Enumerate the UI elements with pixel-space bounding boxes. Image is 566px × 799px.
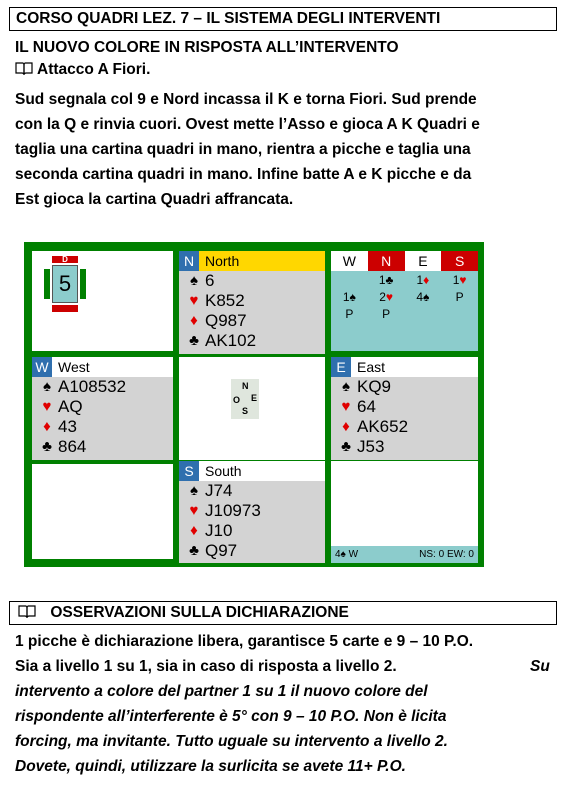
bid-cell: P bbox=[382, 306, 391, 321]
obs-line: 1 picche è dichiarazione libera, garantisce 5 carte e 9 – 10 P.O. bbox=[15, 633, 474, 650]
lead-label: Attacco A Fiori. bbox=[37, 61, 151, 78]
play-line: Sud segnala col 9 e Nord incassa il K e torna Fiori. Sud prende bbox=[15, 91, 477, 108]
obs-line-italic: forcing, ma invitante. Tutto uguale su intervento a livello 2. bbox=[15, 733, 448, 750]
dealer-label: D bbox=[52, 256, 78, 263]
hand-name-south: South bbox=[205, 463, 242, 479]
observations-title: OSSERVAZIONI SULLA DICHIARAZIONE bbox=[50, 604, 349, 621]
club-icon: ♣ bbox=[189, 332, 199, 349]
seat-badge-south: S bbox=[179, 461, 199, 481]
club-icon: ♣ bbox=[42, 438, 52, 455]
heart-icon: ♥ bbox=[341, 398, 351, 415]
hand-name-east: East bbox=[357, 359, 386, 375]
bid-row bbox=[331, 305, 478, 322]
board-number: 5 bbox=[52, 265, 78, 303]
diamond-icon: ♦ bbox=[342, 418, 350, 435]
heart-icon: ♥ bbox=[189, 292, 199, 309]
score-result: NS: 0 EW: 0 bbox=[419, 549, 474, 560]
north-clubs: AK102 bbox=[205, 331, 257, 350]
score-box bbox=[331, 461, 478, 563]
hand-east bbox=[331, 357, 478, 460]
hand-north bbox=[179, 251, 325, 354]
hand-south bbox=[179, 461, 325, 563]
east-spades: KQ9 bbox=[357, 377, 392, 396]
observations-heading bbox=[9, 601, 557, 625]
obs-line-italic: intervento a colore del partner 1 su 1 il nuovo colore del bbox=[15, 683, 428, 700]
book-icon bbox=[18, 604, 36, 618]
play-line: con la Q e rinvia cuori. Ovest mette l’Asso e gioca A K Quadri e bbox=[15, 116, 480, 133]
deal-diagram bbox=[24, 242, 484, 567]
hand-name-north: North bbox=[205, 253, 240, 269]
bid-cell: 4♠ bbox=[416, 289, 430, 304]
obs-line-italic: Dovete, quindi, utilizzare la surlicita se avete 11+ P.O. bbox=[15, 758, 406, 775]
compass-s: S bbox=[242, 406, 249, 416]
bid-row bbox=[331, 271, 478, 288]
compass-e: E bbox=[251, 393, 258, 403]
obs-line-italic: rispondente all’interferente è 5° con 9 – 10 P.O. Non è licita bbox=[15, 708, 447, 725]
lead-line bbox=[15, 59, 150, 80]
bid-cell bbox=[405, 305, 442, 322]
bid-cell: 2 ♥ bbox=[379, 289, 394, 304]
east-hearts: 64 bbox=[357, 397, 376, 416]
play-line: taglia una cartina quadri in mano, rientra a picche e taglia una bbox=[15, 141, 471, 158]
spade-icon: ♠ bbox=[190, 272, 198, 289]
heart-icon: ♥ bbox=[189, 502, 199, 519]
club-icon: ♣ bbox=[189, 542, 199, 559]
spade-icon: ♠ bbox=[43, 378, 51, 395]
play-line: seconda cartina quadri in mano. Infine batte A e K picche e da bbox=[15, 166, 472, 183]
dealer-board-box bbox=[32, 251, 173, 351]
bid-cell: 1♣ bbox=[378, 272, 394, 287]
compass-o: O bbox=[233, 395, 241, 405]
south-hearts: J10973 bbox=[205, 501, 261, 520]
diamond-icon: ♦ bbox=[43, 418, 51, 435]
club-icon: ♣ bbox=[341, 438, 351, 455]
bid-cell: P bbox=[345, 306, 354, 321]
score-bar bbox=[331, 546, 478, 563]
lesson-title bbox=[9, 7, 557, 31]
spade-icon: ♠ bbox=[342, 378, 350, 395]
north-spades: 6 bbox=[205, 271, 215, 290]
south-clubs: Q97 bbox=[205, 541, 238, 560]
bid-cell: 1 ♥ bbox=[452, 272, 467, 287]
bid-header-east: E bbox=[418, 253, 428, 269]
seat-badge-west: W bbox=[32, 357, 52, 377]
bid-header-west: W bbox=[342, 253, 356, 269]
bidding-box bbox=[331, 251, 478, 351]
bid-header-south: S bbox=[441, 251, 478, 271]
book-icon bbox=[15, 61, 33, 75]
west-spades: A108532 bbox=[58, 377, 127, 396]
compass-box bbox=[179, 357, 325, 460]
hand-west bbox=[32, 357, 173, 460]
bid-cell: 1 ♦ bbox=[416, 272, 430, 287]
bid-cell bbox=[441, 305, 478, 322]
seat-badge-north: N bbox=[179, 251, 199, 271]
north-diamonds: Q987 bbox=[205, 311, 247, 330]
bid-cell: P bbox=[455, 289, 464, 304]
play-line: Est gioca la cartina Quadri affrancata. bbox=[15, 191, 294, 208]
west-clubs: 864 bbox=[58, 437, 87, 456]
south-spades: J74 bbox=[205, 481, 233, 500]
compass-rose bbox=[231, 379, 259, 419]
west-diamonds: 43 bbox=[58, 417, 77, 436]
dealer-indicator bbox=[40, 256, 90, 312]
west-hearts: AQ bbox=[58, 397, 83, 416]
seat-badge-east: E bbox=[331, 357, 351, 377]
east-clubs: J53 bbox=[357, 437, 385, 456]
obs-line: Sia a livello 1 su 1, sia in caso di risposta a livello 2. bbox=[15, 658, 397, 675]
east-diamonds: AK652 bbox=[357, 417, 409, 436]
compass-n: N bbox=[242, 381, 249, 391]
empty-panel bbox=[32, 464, 173, 559]
bid-row bbox=[331, 288, 478, 305]
diamond-icon: ♦ bbox=[190, 522, 198, 539]
hand-name-west: West bbox=[58, 359, 90, 375]
bid-header-north: N bbox=[368, 251, 405, 271]
bid-cell: 1♠ bbox=[342, 289, 356, 304]
diamond-icon: ♦ bbox=[190, 312, 198, 329]
south-diamonds: J10 bbox=[205, 521, 233, 540]
spade-icon: ♠ bbox=[190, 482, 198, 499]
contract: 4♠ W bbox=[335, 549, 359, 560]
north-hearts: K852 bbox=[205, 291, 245, 310]
obs-line-italic: Su bbox=[530, 658, 550, 675]
subtitle: IL NUOVO COLORE IN RISPOSTA ALL’INTERVENTO bbox=[15, 39, 399, 56]
heart-icon: ♥ bbox=[42, 398, 52, 415]
lesson-title-text: CORSO QUADRI LEZ. 7 – IL SISTEMA DEGLI INTERVENTI bbox=[16, 10, 441, 27]
bid-cell bbox=[331, 271, 368, 288]
